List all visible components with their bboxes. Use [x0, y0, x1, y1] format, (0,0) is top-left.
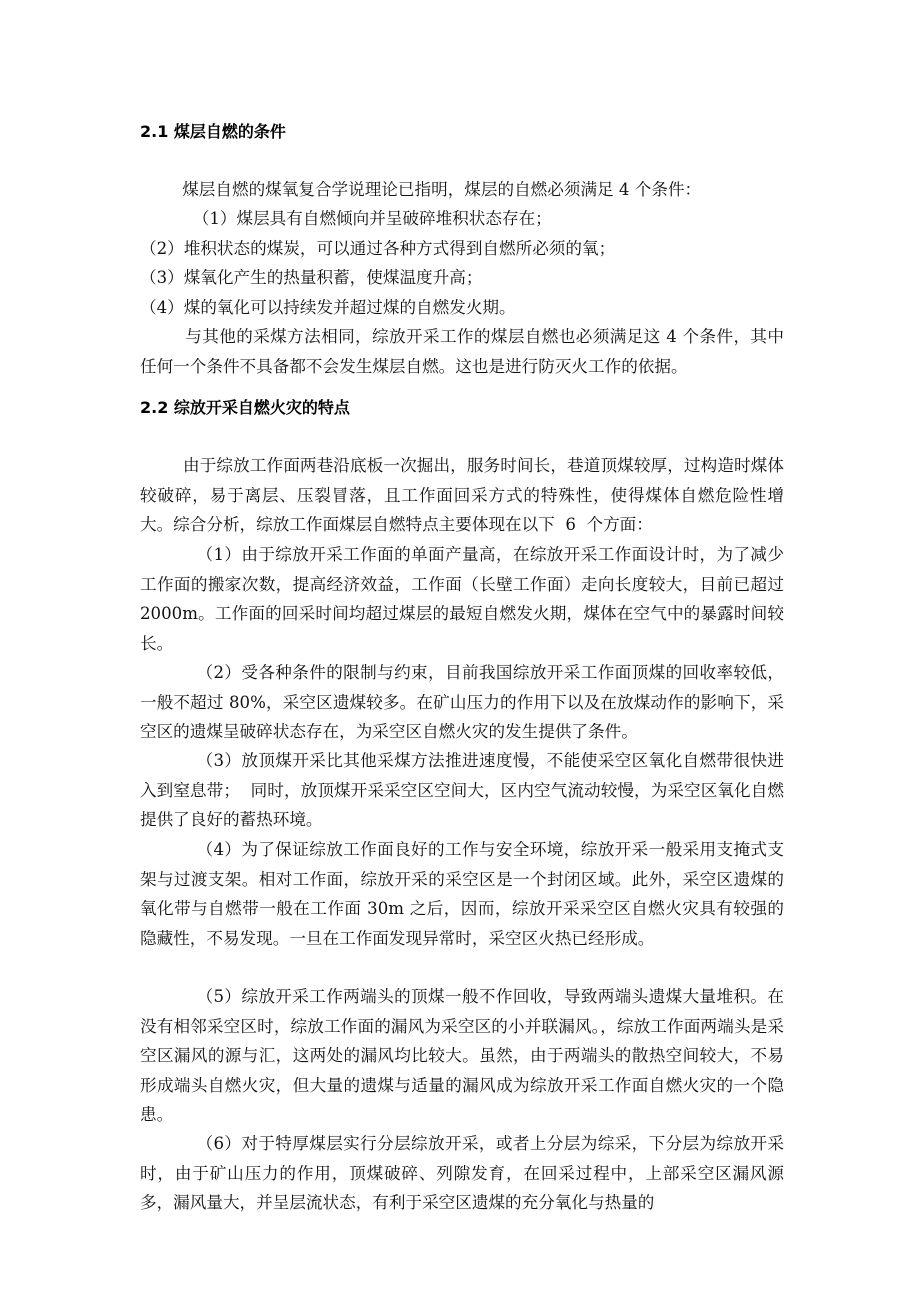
condition-item: （1）煤层具有自燃倾向并呈破碎堆积状态存在；	[140, 209, 552, 228]
section-conclusion-paragraph: 与其他的采煤方法相同，综放开采工作的煤层自燃也必须满足这 4 个条件，其中任何一个条件不具备都不会发生煤层自燃。这也是进行防灭火工作的依据。	[140, 327, 785, 376]
section-intro-paragraph: 由于综放工作面两巷沿底板一次掘出，服务时间长，巷道顶煤较厚，过构造时煤体较破碎，易于离层、压裂冒落，且工作面回采方式的特殊性，使得煤体自燃危险性增大。综合分析，综放工作面煤层自燃特点主要体现在以下 6 个方面：	[140, 456, 785, 534]
section-heading: 2.2 综放开采自燃火灾的特点	[140, 398, 350, 417]
feature-paragraph: （2）受各种条件的限制与约束，目前我国综放开采工作面顶煤的回收率较低，一般不超过 80%，采空区遗煤较多。在矿山压力的作用下以及在放煤动作的影响下，采空区的遗煤呈破碎状态存在，为采空区自燃火灾的发生提供了条件。	[140, 663, 784, 741]
section-heading: 2.1 煤层自燃的条件	[140, 122, 286, 141]
feature-paragraph: （6）对于特厚煤层实行分层综放开采，或者上分层为综采，下分层为综放开采时，由于矿山压力的作用，顶煤破碎、列隙发育，在回采过程中，上部采空区漏风源多，漏风量大，并呈层流状态，有利于采空区遗煤的充分氧化与热量的	[140, 1134, 784, 1212]
condition-item: （4）煤的氧化可以持续发并超过煤的自燃发火期。	[140, 298, 516, 317]
section-intro-paragraph: 煤层自燃的煤氧复合学说理论已指明，煤层的自燃必须满足 4 个条件：	[140, 180, 702, 199]
feature-paragraph: （1）由于综放开采工作面的单面产量高，在综放开采工作面设计时，为了减少工作面的搬家次数，提高经济效益，工作面（长壁工作面）走向长度较大，目前已超过 2000m。工作面的回采时间均超过煤层的最短自燃发火期，煤体在空气中的暴露时间较长。	[140, 545, 790, 653]
feature-paragraph: （4）为了保证综放工作面良好的工作与安全环境，综放开采一般采用支掩式支架与过渡支架。相对工作面，综放开采的采空区是一个封闭区域。此外，采空区遗煤的氧化带与自燃带一般在工作面 30m 之后，因而，综放开采采空区自燃火灾具有较强的隐藏性，不易发现。一旦在工作面发现异常时，采空区火热已经形成。	[140, 840, 784, 948]
feature-paragraph: （5）综放开采工作两端头的顶煤一般不作回收，导致两端头遗煤大量堆积。在没有相邻采空区时，综放工作面的漏风为采空区的小并联漏风。，综放工作面两端头是采空区漏风的源与汇，这两处的漏风均比较大。虽然，由于两端头的散热空间较大，不易形成端头自燃火灾，但大量的遗煤与适量的漏风成为综放开采工作面自燃火灾的一个隐患。	[140, 987, 784, 1124]
condition-item: （2）堆积状态的煤炭，可以通过各种方式得到自燃所必须的氧；	[140, 239, 616, 258]
condition-item: （3）煤氧化产生的热量积蓄，使煤温度升高；	[140, 268, 483, 287]
feature-paragraph: （3）放顶煤开采比其他采煤方法推进速度慢，不能使采空区氧化自燃带很快进入到窒息带； 同时，放顶煤开采采空区空间大，区内空气流动较慢，为采空区氧化自燃提供了良好的蓄热环境。	[140, 751, 784, 829]
